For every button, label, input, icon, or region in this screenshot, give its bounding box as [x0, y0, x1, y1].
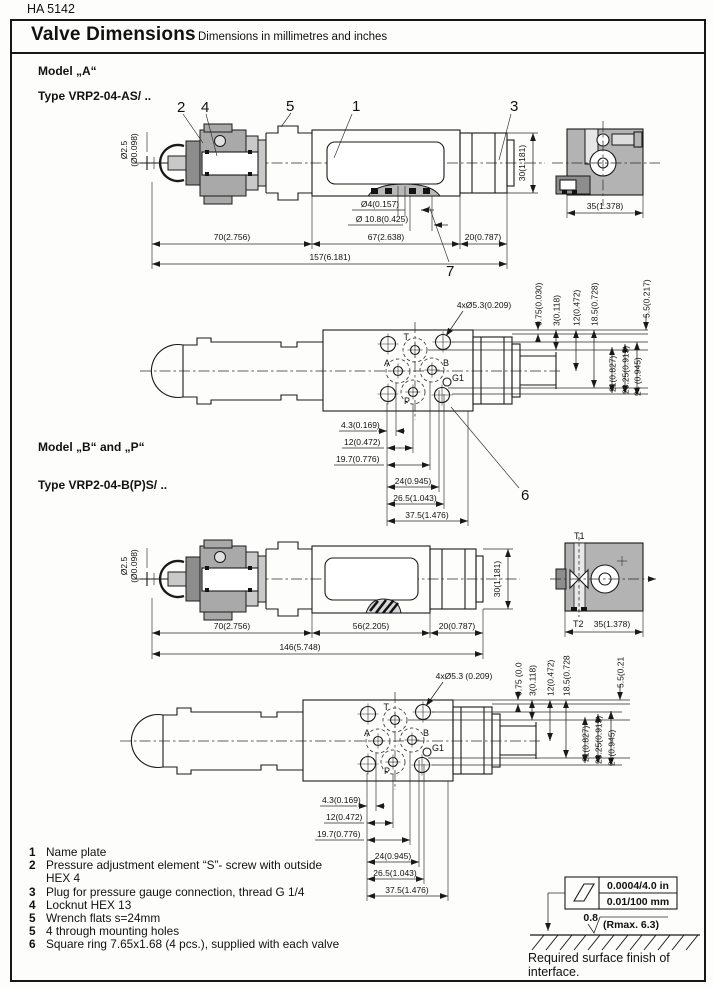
- callout-1: 1: [352, 98, 361, 115]
- note-number: 2: [29, 858, 36, 873]
- note-item: [29, 938, 374, 951]
- note-text: Locknut HEX 13: [46, 897, 132, 912]
- note-text: 4 through mounting holes: [46, 924, 180, 939]
- note-text: Plug for pressure gauge connection, thread G 1/4: [46, 884, 305, 899]
- port-b-label-b: B: [423, 728, 430, 738]
- port-a-label: A: [383, 358, 390, 368]
- dim-20: 20(0.787): [464, 232, 502, 242]
- dim-a-top-3: 18.5(0.728): [589, 282, 600, 326]
- surface-finish-caption: Required surface finish of interface.: [528, 951, 670, 979]
- dim-a-right-0: 21(0.827): [607, 355, 618, 392]
- dim-b-chain-2: 19.7(0.776): [317, 829, 361, 839]
- dim-mounting-holes-a: 4xØ5.3(0.209): [456, 300, 512, 310]
- dim-a-chain-1: 12(0.472): [344, 437, 381, 447]
- model-b-type-label: Type VRP2-04-B(P)S/ ..: [38, 478, 168, 492]
- callout-5: 5: [286, 98, 295, 115]
- port-p-label: P: [403, 396, 410, 406]
- dim-70: 70(2.756): [213, 232, 251, 242]
- dim-30: 30(1.181): [517, 144, 527, 182]
- callout-4: 4: [201, 99, 210, 116]
- dim-157: 157(6.181): [309, 252, 351, 262]
- dim-b-top-2: 12(0.472): [545, 659, 556, 696]
- note-number: 6: [29, 937, 36, 952]
- note-number: 3: [29, 884, 36, 899]
- dim-56-b: 56(2.205): [352, 621, 390, 631]
- dim-b-chain-3: 24(0.945): [374, 851, 412, 861]
- note-number: 4: [29, 897, 36, 912]
- dim-mounting-holes-b: 4xØ5.3 (0.209): [435, 671, 493, 681]
- note-text: Pressure adjustment element “S”- screw with outside HEX 4: [46, 858, 323, 886]
- surface-inches: 0.0004/4.0 in: [607, 880, 669, 892]
- dim-b-chain-5: 37.5(1.476): [385, 885, 429, 895]
- dim-70-b: 70(2.756): [213, 621, 251, 631]
- dim-b-right-1: 23.25(0.915): [593, 715, 604, 764]
- note-item: [29, 886, 374, 899]
- model-b-side-view: [119, 540, 520, 659]
- note-text: Name plate: [46, 845, 107, 859]
- dim-a-top-2: 12(0.472): [571, 289, 582, 326]
- dim-dia4: Ø4(0.157): [360, 199, 400, 209]
- port-a-label-b: A: [363, 728, 370, 738]
- dim-b-top-1: 3(0.118): [527, 664, 538, 696]
- dim-b-right-0: 21(0.827): [580, 725, 591, 762]
- dim-b-top-4: 5.5(0.21: [615, 656, 626, 688]
- dim-a-right-1: 23.25(0.915): [620, 345, 631, 394]
- dim-b-chain-4: 26.5(1.043): [373, 868, 417, 878]
- page-subtitle: Dimensions in millimetres and inches: [198, 31, 388, 43]
- port-g1-label-b: G1: [432, 743, 445, 753]
- dim-pin-dia-in: (Ø0.098): [129, 133, 139, 167]
- model-a-label: Model „A“: [38, 64, 97, 78]
- callout-6: 6: [521, 487, 530, 504]
- dim-67: 67(2.638): [367, 232, 405, 242]
- surface-roughness: 0.8: [583, 912, 598, 924]
- port-t-label-b: T: [383, 702, 389, 712]
- dim-a-chain-4: 26.5(1.043): [393, 493, 437, 503]
- dim-30-b: 30(1.181): [492, 560, 502, 598]
- dim-b-top-0: 0.75 (0.0: [513, 662, 524, 696]
- dim-a-top-4: 5.5(0.217): [641, 279, 652, 318]
- port-b-label: B: [443, 358, 450, 368]
- callout-7: 7: [446, 263, 455, 280]
- surface-finish-symbol: [530, 877, 700, 950]
- dim-b-chain-0: 4.3(0.169): [322, 795, 361, 805]
- dim-a-chain-2: 19.7(0.776): [336, 454, 380, 464]
- model-a-side-view: [135, 124, 545, 231]
- note-text: Square ring 7.65x1.68 (4 pcs.), supplied with each valve: [46, 937, 340, 952]
- port-t2-label: T2: [573, 619, 584, 629]
- note-number: 5: [29, 924, 36, 939]
- dim-a-top-0: 0.75(0.030): [533, 282, 544, 326]
- dim-a-right-2: 24 (0.945): [632, 357, 643, 396]
- port-p-label-b: P: [383, 766, 390, 776]
- note-text: Wrench flats s=24mm: [46, 911, 161, 926]
- page-title: Valve Dimensions: [31, 24, 196, 45]
- model-a-type-label: Type VRP2-04-AS/ ..: [38, 89, 152, 103]
- model-a-end-view: [552, 121, 660, 218]
- dim-35-a: 35(1.378): [586, 201, 624, 211]
- notes-list: [29, 846, 374, 952]
- port-t1-label: T1: [574, 531, 585, 541]
- dim-b-top-3: 18.5(0.728: [561, 655, 572, 696]
- dim-35-b: 35(1.378): [593, 619, 631, 629]
- port-t-label: T: [403, 332, 409, 342]
- dim-pin-dia-in-b: (Ø0.098): [129, 549, 139, 583]
- port-g1-label: G1: [452, 373, 465, 383]
- doc-number: HA 5142: [27, 2, 75, 16]
- model-b-label: Model „B“ and „P“: [38, 440, 145, 454]
- callout-2: 2: [177, 99, 186, 116]
- dim-20-b: 20(0.787): [438, 621, 476, 631]
- dim-a-chain-0: 4.3(0.169): [341, 420, 380, 430]
- dim-a-chain-3: 24(0.945): [394, 476, 432, 486]
- dim-pin-dia-mm-b: Ø2.5: [119, 556, 129, 576]
- dim-b-right-2: 24(0.945): [606, 729, 617, 766]
- surface-metric: 0.01/100 mm: [606, 896, 670, 908]
- note-item: [29, 859, 374, 885]
- dim-a-top-1: 3(0.118): [551, 294, 562, 326]
- dim-dia10-8: Ø 10.8(0.425): [355, 214, 409, 224]
- note-number: 5: [29, 911, 36, 926]
- dim-146-b: 146(5.748): [279, 642, 321, 652]
- dim-a-chain-5: 37.5(1.476): [405, 510, 449, 520]
- dim-pin-dia-mm: Ø2.5: [119, 140, 129, 160]
- surface-rmax: (Rmax. 6.3): [603, 919, 660, 931]
- note-number: 1: [29, 845, 36, 859]
- model-b-top-view: [120, 655, 630, 790]
- dim-b-chain-1: 12(0.472): [326, 812, 363, 822]
- callout-3: 3: [510, 98, 519, 115]
- model-b-end-view: [550, 531, 656, 637]
